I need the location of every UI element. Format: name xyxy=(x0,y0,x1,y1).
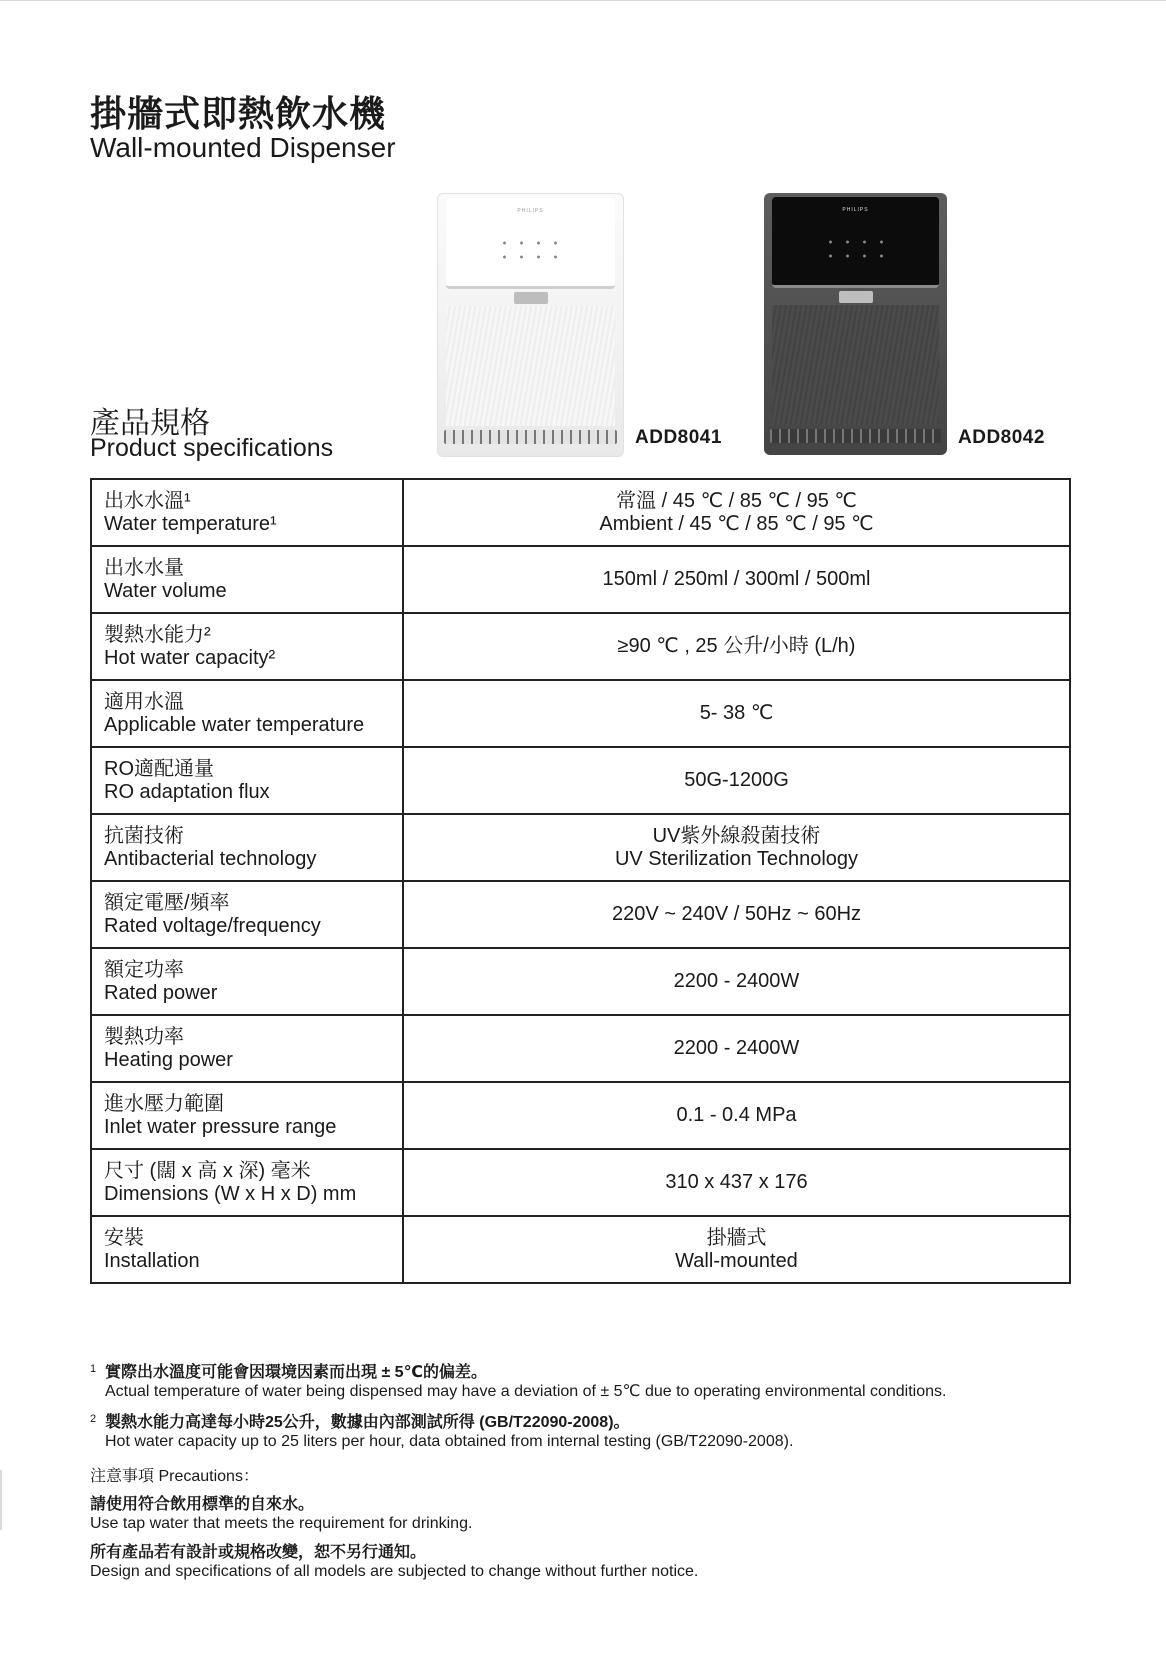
spec-row xyxy=(91,613,1070,680)
spec-row xyxy=(91,680,1070,747)
footnote-text-zh: 製熱水能力高達每小時25公升，數據由內部測試所得 (GB/T22090-2008)。 xyxy=(105,1414,630,1431)
spec-value-cell xyxy=(403,814,1070,881)
spec-label-en: Antibacterial technology xyxy=(104,847,317,870)
spec-row xyxy=(91,546,1070,613)
spec-value: 50G-1200G xyxy=(684,769,789,791)
footnote-2 xyxy=(90,1413,1090,1451)
spec-row xyxy=(91,1149,1070,1216)
spec-row xyxy=(91,479,1070,546)
spec-row xyxy=(91,881,1070,948)
front-panel xyxy=(446,306,615,426)
spec-value-cell xyxy=(403,1082,1070,1149)
spec-label-cell xyxy=(91,613,403,680)
spec-label-zh: 額定電壓/頻率 xyxy=(104,891,230,914)
spec-value: UV Sterilization Technology xyxy=(614,847,859,870)
spec-value: Ambient / 45 ℃ / 85 ℃ / 95 ℃ xyxy=(599,512,874,535)
spec-label-en: Water temperature¹ xyxy=(104,512,277,535)
spec-label-zh: 出水水量 xyxy=(104,556,184,579)
spec-value: ≥90 ℃ , 25 公升/小時 (L/h) xyxy=(617,635,856,657)
spec-label-cell xyxy=(91,1015,403,1082)
brand-logo: PHILIPS xyxy=(842,207,869,213)
precaution-text-zh: 所有產品若有設計或規格改變，恕不另行通知。 xyxy=(90,1544,427,1561)
spec-row xyxy=(91,814,1070,881)
spec-label-cell xyxy=(91,479,403,546)
spec-label-zh: 抗菌技術 xyxy=(104,824,184,847)
footnote-1 xyxy=(90,1363,1090,1401)
spec-value: 150ml / 250ml / 300ml / 500ml xyxy=(602,568,871,590)
spec-value: 2200 - 2400W xyxy=(673,1037,800,1059)
spec-label-zh: RO適配通量 xyxy=(104,757,214,780)
precaution-item xyxy=(90,1495,472,1533)
water-spout xyxy=(514,292,548,304)
spec-value: UV紫外線殺菌技術 xyxy=(652,824,821,847)
spec-table xyxy=(90,478,1071,1284)
specs-heading-zh: 產品規格 xyxy=(90,407,210,440)
model-label-add8041: ADD8041 xyxy=(635,427,722,448)
page-edge-mark xyxy=(0,1470,2,1530)
control-panel xyxy=(772,197,939,288)
spec-value: 220V ~ 240V / 50Hz ~ 60Hz xyxy=(611,903,862,925)
spec-value-cell xyxy=(403,1216,1070,1283)
spec-value: 310 x 437 x 176 xyxy=(665,1171,808,1193)
footnote-text-zh: 實際出水溫度可能會因環境因素而出現 ± 5℃的偏差。 xyxy=(105,1364,487,1381)
spec-row xyxy=(91,1015,1070,1082)
page-title-zh: 掛牆式即熱飲水機 xyxy=(90,93,387,134)
page-title-en: Wall-mounted Dispenser xyxy=(90,132,396,163)
water-spout xyxy=(839,291,873,303)
drip-tray xyxy=(770,429,941,443)
spec-label-en: RO adaptation flux xyxy=(104,780,270,803)
touch-buttons xyxy=(496,236,565,266)
spec-label-cell xyxy=(91,881,403,948)
spec-label-cell xyxy=(91,814,403,881)
spec-value-cell xyxy=(403,1149,1070,1216)
precaution-text-en: Use tap water that meets the requirement for drinking. xyxy=(90,1515,473,1532)
spec-value: 常溫 / 45 ℃ / 85 ℃ / 95 ℃ xyxy=(616,489,857,512)
spec-label-zh: 進水壓力範圍 xyxy=(104,1092,224,1115)
front-panel xyxy=(772,305,939,425)
spec-row xyxy=(91,948,1070,1015)
spec-value-cell xyxy=(403,613,1070,680)
spec-value: 0.1 - 0.4 MPa xyxy=(676,1104,797,1126)
spec-value: 5- 38 ℃ xyxy=(699,702,774,724)
spec-label-cell xyxy=(91,948,403,1015)
brand-logo: PHILIPS xyxy=(517,208,544,214)
drip-tray xyxy=(444,430,617,444)
spec-row xyxy=(91,1216,1070,1283)
spec-label-en: Dimensions (W x H x D) mm xyxy=(104,1182,357,1205)
spec-label-en: Heating power xyxy=(104,1048,233,1071)
spec-label-en: Water volume xyxy=(104,579,227,602)
spec-label-en: Inlet water pressure range xyxy=(104,1115,337,1138)
spec-label-zh: 製熱功率 xyxy=(104,1025,184,1048)
spec-label-cell xyxy=(91,1082,403,1149)
spec-value-cell xyxy=(403,680,1070,747)
page-top-border xyxy=(0,0,1166,1)
spec-value-cell xyxy=(403,948,1070,1015)
spec-label-cell xyxy=(91,680,403,747)
spec-label-cell xyxy=(91,747,403,814)
footnote-number: 2 xyxy=(90,1413,97,1425)
spec-label-zh: 適用水溫 xyxy=(104,690,184,713)
spec-value-cell xyxy=(403,479,1070,546)
spec-label-en: Rated power xyxy=(104,981,218,1004)
spec-label-zh: 尺寸 (闊 x 高 x 深) 毫米 xyxy=(104,1159,311,1182)
spec-value: 掛牆式 xyxy=(706,1226,767,1249)
spec-label-zh: 製熱水能力² xyxy=(104,623,211,646)
precaution-text-zh: 請使用符合飲用標準的自來水。 xyxy=(90,1496,315,1513)
precaution-item xyxy=(90,1543,698,1581)
spec-label-cell xyxy=(91,1149,403,1216)
spec-value: 2200 - 2400W xyxy=(673,970,800,992)
spec-value-cell xyxy=(403,881,1070,948)
footnote-text-en: Actual temperature of water being dispensed may have a deviation of ± 5℃ due to operating environmental conditions. xyxy=(105,1383,947,1400)
spec-value: Wall-mounted xyxy=(675,1249,798,1272)
spec-label-cell xyxy=(91,546,403,613)
specs-heading-en: Product specifications xyxy=(90,434,334,462)
product-image-dark-dispenser xyxy=(764,193,947,455)
spec-label-en: Rated voltage/frequency xyxy=(104,914,321,937)
spec-label-en: Hot water capacity² xyxy=(104,646,276,669)
spec-value-cell xyxy=(403,546,1070,613)
spec-value-cell xyxy=(403,747,1070,814)
spec-value-cell xyxy=(403,1015,1070,1082)
footnote-text-en: Hot water capacity up to 25 liters per hour, data obtained from internal testing (GB/T22090-2008). xyxy=(105,1433,794,1450)
model-label-add8042: ADD8042 xyxy=(958,427,1045,448)
spec-row xyxy=(91,1082,1070,1149)
precautions-title: 注意事項 Precautions： xyxy=(90,1468,259,1485)
spec-label-en: Applicable water temperature xyxy=(104,713,365,736)
product-image-white-dispenser xyxy=(437,193,624,457)
spec-label-zh: 出水水溫¹ xyxy=(104,489,191,512)
precaution-text-en: Design and specifications of all models are subjected to change without further notice. xyxy=(90,1563,699,1580)
control-panel xyxy=(446,198,615,289)
spec-label-en: Installation xyxy=(104,1249,200,1272)
footnote-number: 1 xyxy=(90,1363,97,1375)
spec-label-zh: 安裝 xyxy=(104,1226,144,1249)
spec-row xyxy=(91,747,1070,814)
touch-buttons xyxy=(822,235,889,265)
spec-label-cell xyxy=(91,1216,403,1283)
spec-label-zh: 額定功率 xyxy=(104,958,184,981)
